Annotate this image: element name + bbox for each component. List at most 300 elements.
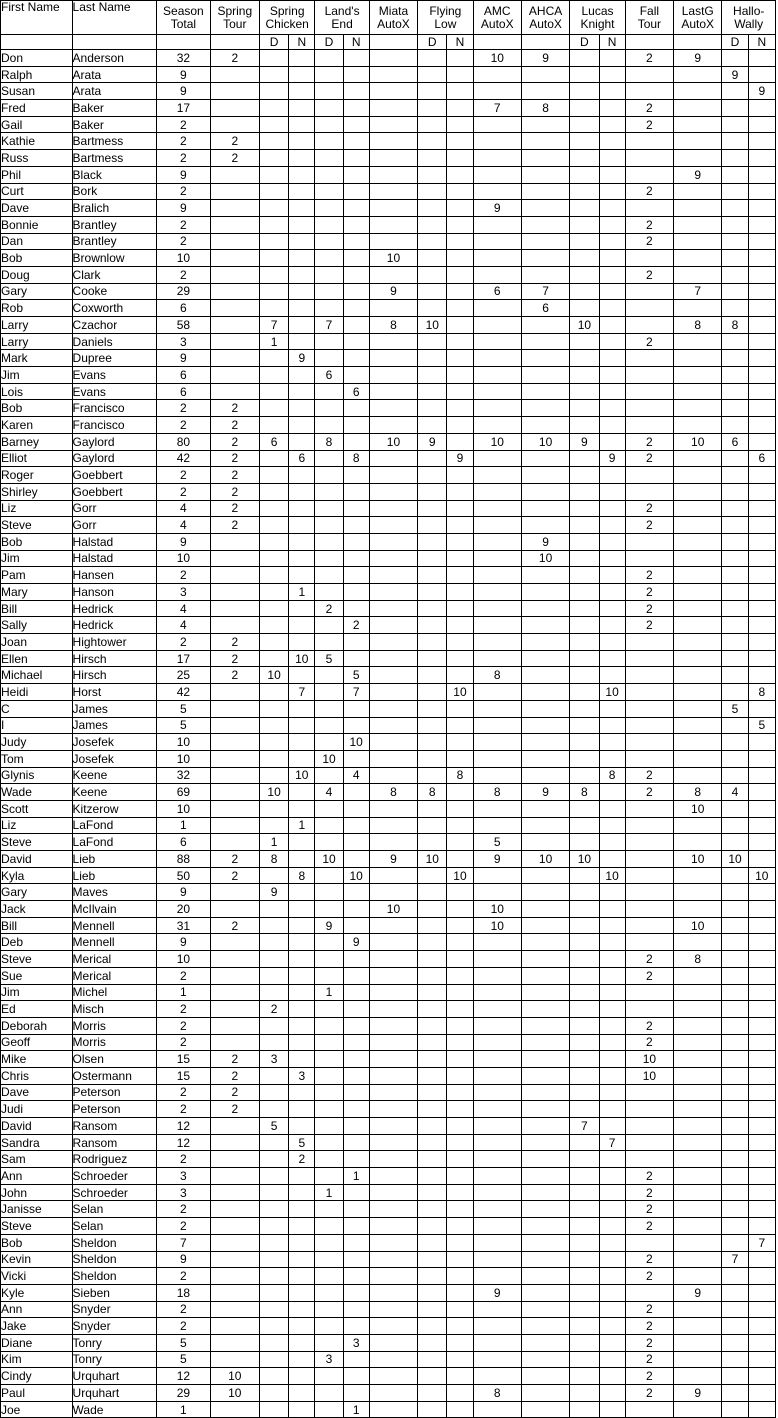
first-name-cell: Steve [1, 951, 73, 968]
score-cell [418, 400, 447, 417]
score-cell [748, 951, 775, 968]
score-cell [210, 901, 259, 918]
score-cell [674, 533, 722, 550]
score-cell [570, 1368, 599, 1385]
season-total-cell: 10 [157, 951, 210, 968]
score-cell [447, 1034, 473, 1051]
score-cell [473, 517, 521, 534]
score-cell [674, 1084, 722, 1101]
score-cell [418, 66, 447, 83]
score-cell [570, 1101, 599, 1118]
score-cell [748, 1084, 775, 1101]
score-cell [418, 417, 447, 434]
table-row [1, 1334, 776, 1351]
score-cell [369, 584, 417, 601]
score-cell [674, 450, 722, 467]
table-row [1, 867, 776, 884]
score-cell [315, 800, 343, 817]
score-cell [343, 133, 369, 150]
score-cell [722, 1134, 748, 1151]
score-cell [343, 317, 369, 334]
score-cell [599, 467, 625, 484]
score-cell: 8 [369, 317, 417, 334]
score-cell [722, 300, 748, 317]
last-name-cell: Baker [72, 116, 157, 133]
score-cell [369, 967, 417, 984]
score-cell [343, 1184, 369, 1201]
score-cell [570, 951, 599, 968]
score-cell [748, 600, 775, 617]
score-cell [674, 1051, 722, 1068]
score-cell [570, 1268, 599, 1285]
score-cell [748, 734, 775, 751]
table-row [1, 600, 776, 617]
score-cell [210, 200, 259, 217]
score-cell [447, 700, 473, 717]
score-cell [259, 417, 288, 434]
score-cell: 10 [447, 684, 473, 701]
score-cell [418, 367, 447, 384]
event-header: LastG AutoX [674, 1, 722, 35]
score-cell [599, 1368, 625, 1385]
score-cell [473, 600, 521, 617]
score-cell [722, 400, 748, 417]
score-cell [447, 1318, 473, 1335]
score-cell [570, 116, 599, 133]
last-name-cell: Morris [72, 1034, 157, 1051]
table-row [1, 1118, 776, 1135]
table-body [1, 50, 776, 1418]
score-cell [418, 1034, 447, 1051]
score-cell: 10 [369, 901, 417, 918]
score-cell [473, 884, 521, 901]
score-cell [447, 1251, 473, 1268]
score-cell [599, 650, 625, 667]
score-cell [315, 1234, 343, 1251]
score-cell: 6 [722, 433, 748, 450]
score-cell [418, 667, 447, 684]
table-row [1, 800, 776, 817]
score-cell [259, 216, 288, 233]
score-cell [210, 1184, 259, 1201]
table-row [1, 450, 776, 467]
score-cell: 2 [289, 1151, 315, 1168]
season-total-cell: 32 [157, 50, 210, 67]
score-cell [599, 66, 625, 83]
score-cell [570, 350, 599, 367]
score-cell [369, 1001, 417, 1018]
first-name-cell: Chris [1, 1067, 73, 1084]
first-name-cell: Liz [1, 500, 73, 517]
last-name-cell: Gorr [72, 517, 157, 534]
score-cell: 10 [473, 433, 521, 450]
score-cell: 2 [315, 600, 343, 617]
score-cell: 2 [210, 50, 259, 67]
score-cell [473, 250, 521, 267]
score-cell: 1 [343, 1168, 369, 1185]
score-cell [674, 1001, 722, 1018]
score-cell [369, 834, 417, 851]
score-cell: 6 [748, 450, 775, 467]
score-cell [447, 750, 473, 767]
score-cell [259, 1351, 288, 1368]
score-cell [748, 150, 775, 167]
score-cell [521, 1284, 569, 1301]
first-name-cell: Kathie [1, 133, 73, 150]
first-name-cell: Cindy [1, 1368, 73, 1385]
score-cell [369, 667, 417, 684]
score-cell [289, 1034, 315, 1051]
last-name-cell: Schroeder [72, 1184, 157, 1201]
score-cell [599, 517, 625, 534]
score-cell [473, 550, 521, 567]
score-cell [369, 1201, 417, 1218]
score-cell [343, 116, 369, 133]
score-cell [369, 917, 417, 934]
score-cell: 8 [521, 100, 569, 117]
score-cell [315, 283, 343, 300]
score-cell: 4 [315, 784, 343, 801]
score-cell [521, 1151, 569, 1168]
score-cell [369, 1084, 417, 1101]
score-cell [259, 66, 288, 83]
score-cell [748, 934, 775, 951]
score-cell [748, 617, 775, 634]
score-cell [674, 183, 722, 200]
score-cell [521, 951, 569, 968]
score-cell [447, 1368, 473, 1385]
score-cell [315, 100, 343, 117]
table-row [1, 433, 776, 450]
score-cell [289, 1017, 315, 1034]
score-cell [674, 1251, 722, 1268]
last-name-cell: Misch [72, 1001, 157, 1018]
score-cell [722, 1067, 748, 1084]
score-cell: 1 [315, 1184, 343, 1201]
score-cell [722, 183, 748, 200]
score-cell [570, 250, 599, 267]
score-cell [369, 66, 417, 83]
score-cell [343, 250, 369, 267]
score-cell: 2 [625, 266, 673, 283]
first-name-cell: I [1, 717, 73, 734]
score-cell [447, 717, 473, 734]
score-cell [210, 266, 259, 283]
score-cell: 5 [748, 717, 775, 734]
score-cell [748, 917, 775, 934]
table-row [1, 216, 776, 233]
score-cell [674, 83, 722, 100]
score-cell [369, 533, 417, 550]
last-name-cell: James [72, 700, 157, 717]
season-total-cell: 20 [157, 901, 210, 918]
score-cell [521, 717, 569, 734]
score-cell [674, 1134, 722, 1151]
last-name-cell: Keene [72, 767, 157, 784]
last-name-cell: Brantley [72, 233, 157, 250]
score-cell [369, 684, 417, 701]
score-cell [722, 1334, 748, 1351]
score-cell: 6 [315, 367, 343, 384]
score-cell [447, 1268, 473, 1285]
score-cell [343, 533, 369, 550]
score-cell [343, 567, 369, 584]
score-cell [473, 1101, 521, 1118]
score-cell [722, 800, 748, 817]
score-cell [599, 1234, 625, 1251]
season-total-cell: 4 [157, 517, 210, 534]
first-name-cell: Kevin [1, 1251, 73, 1268]
table-row [1, 1284, 776, 1301]
table-row [1, 1268, 776, 1285]
score-cell [473, 684, 521, 701]
score-cell [599, 300, 625, 317]
score-cell [625, 1001, 673, 1018]
score-cell [210, 83, 259, 100]
score-cell [315, 1067, 343, 1084]
score-cell [473, 183, 521, 200]
score-cell [210, 183, 259, 200]
score-cell [674, 483, 722, 500]
score-cell [343, 283, 369, 300]
score-cell [722, 667, 748, 684]
score-cell [210, 1318, 259, 1335]
last-name-cell: Czachor [72, 317, 157, 334]
score-cell [748, 383, 775, 400]
score-cell [418, 1051, 447, 1068]
score-cell: 2 [625, 767, 673, 784]
season-total-cell: 1 [157, 817, 210, 834]
first-name-cell: Bob [1, 533, 73, 550]
last-name-cell: Schroeder [72, 1168, 157, 1185]
first-name-cell: Sam [1, 1151, 73, 1168]
score-cell [570, 150, 599, 167]
season-total-cell: 88 [157, 851, 210, 868]
score-cell [674, 100, 722, 117]
score-cell [315, 901, 343, 918]
table-row [1, 1218, 776, 1235]
score-cell [599, 851, 625, 868]
score-cell [369, 517, 417, 534]
score-cell: 2 [210, 1101, 259, 1118]
score-cell [599, 83, 625, 100]
first-name-cell: Larry [1, 333, 73, 350]
score-cell: 10 [674, 433, 722, 450]
score-cell [473, 1034, 521, 1051]
score-cell [473, 233, 521, 250]
score-cell [259, 533, 288, 550]
table-row [1, 1251, 776, 1268]
score-cell [473, 750, 521, 767]
score-cell [748, 550, 775, 567]
score-cell [369, 1251, 417, 1268]
first-name-cell: Roger [1, 467, 73, 484]
score-cell [343, 200, 369, 217]
score-cell [343, 266, 369, 283]
score-cell [473, 417, 521, 434]
score-cell [625, 300, 673, 317]
score-cell: 8 [473, 667, 521, 684]
score-cell [259, 1017, 288, 1034]
score-cell [674, 333, 722, 350]
first-name-cell: Mary [1, 584, 73, 601]
score-cell [521, 383, 569, 400]
season-total-cell: 2 [157, 1034, 210, 1051]
score-cell [722, 1301, 748, 1318]
table-row [1, 517, 776, 534]
score-cell [210, 233, 259, 250]
score-cell [315, 667, 343, 684]
score-cell [418, 617, 447, 634]
score-cell [343, 817, 369, 834]
table-row [1, 183, 776, 200]
first-name-cell: Judi [1, 1101, 73, 1118]
season-total-cell: 58 [157, 317, 210, 334]
score-cell [369, 867, 417, 884]
score-cell [570, 1084, 599, 1101]
score-cell [570, 333, 599, 350]
score-cell [210, 383, 259, 400]
season-total-cell: 2 [157, 116, 210, 133]
score-cell [343, 216, 369, 233]
score-cell [369, 767, 417, 784]
score-cell [447, 1201, 473, 1218]
score-cell [315, 767, 343, 784]
table-row [1, 1184, 776, 1201]
score-cell [418, 984, 447, 1001]
score-cell [473, 617, 521, 634]
score-cell: 9 [521, 533, 569, 550]
first-name-cell: Liz [1, 817, 73, 834]
table-row [1, 1134, 776, 1151]
last-name-cell: Francisco [72, 417, 157, 434]
score-cell [674, 1368, 722, 1385]
score-cell [625, 984, 673, 1001]
score-cell [289, 50, 315, 67]
score-cell [722, 533, 748, 550]
score-cell [369, 1334, 417, 1351]
score-cell [447, 467, 473, 484]
score-cell [570, 166, 599, 183]
score-cell: 10 [473, 50, 521, 67]
score-cell [369, 417, 417, 434]
score-cell [674, 834, 722, 851]
event-header: Miata AutoX [369, 1, 417, 35]
score-cell: 10 [343, 867, 369, 884]
score-cell [447, 1168, 473, 1185]
score-cell [748, 1201, 775, 1218]
score-cell: 9 [473, 200, 521, 217]
score-cell [748, 1001, 775, 1018]
score-cell [315, 150, 343, 167]
score-cell [369, 1218, 417, 1235]
score-cell: 7 [748, 1234, 775, 1251]
last-name-cell: Josefek [72, 750, 157, 767]
score-cell [369, 483, 417, 500]
score-cell [210, 684, 259, 701]
score-cell [315, 967, 343, 984]
score-cell: 8 [570, 784, 599, 801]
score-cell [473, 584, 521, 601]
score-cell [418, 1351, 447, 1368]
score-cell [369, 367, 417, 384]
score-cell: 1 [343, 1401, 369, 1418]
score-cell [521, 1201, 569, 1218]
score-cell [521, 1051, 569, 1068]
first-name-cell: David [1, 1118, 73, 1135]
score-cell [473, 1084, 521, 1101]
score-cell [418, 1218, 447, 1235]
first-name-cell: Bob [1, 250, 73, 267]
score-cell: 2 [625, 1251, 673, 1268]
score-cell: 8 [748, 684, 775, 701]
table-row [1, 400, 776, 417]
score-cell: 2 [625, 1184, 673, 1201]
score-cell [748, 433, 775, 450]
score-cell [343, 750, 369, 767]
score-cell [599, 483, 625, 500]
season-total-cell: 4 [157, 500, 210, 517]
score-cell [625, 634, 673, 651]
score-cell [748, 634, 775, 651]
score-cell [418, 250, 447, 267]
score-cell [210, 1234, 259, 1251]
score-cell: 7 [473, 100, 521, 117]
score-cell [418, 1251, 447, 1268]
first-name-cell: Vicki [1, 1268, 73, 1285]
score-cell [418, 1134, 447, 1151]
score-cell [473, 634, 521, 651]
score-cell [369, 1234, 417, 1251]
score-cell [369, 1368, 417, 1385]
score-cell [289, 200, 315, 217]
score-cell [625, 150, 673, 167]
score-cell [289, 317, 315, 334]
season-total-cell: 10 [157, 734, 210, 751]
score-cell [599, 700, 625, 717]
season-total-cell: 2 [157, 1017, 210, 1034]
score-cell [369, 1168, 417, 1185]
last-name-cell: Hirsch [72, 650, 157, 667]
score-cell [748, 1301, 775, 1318]
table-row [1, 1385, 776, 1402]
last-name-cell: Snyder [72, 1301, 157, 1318]
score-cell [315, 1301, 343, 1318]
score-cell [210, 1201, 259, 1218]
score-cell [521, 667, 569, 684]
day-subheader: D [315, 35, 343, 50]
score-cell [369, 600, 417, 617]
score-cell [521, 684, 569, 701]
score-cell [674, 700, 722, 717]
score-cell [447, 116, 473, 133]
score-cell [570, 216, 599, 233]
score-cell [447, 901, 473, 918]
score-cell [418, 1268, 447, 1285]
score-cell [210, 884, 259, 901]
score-cell [473, 400, 521, 417]
score-cell [473, 1151, 521, 1168]
score-cell [748, 1118, 775, 1135]
last-name-cell: Francisco [72, 400, 157, 417]
score-cell [418, 533, 447, 550]
score-cell [369, 233, 417, 250]
score-cell: 10 [674, 800, 722, 817]
score-cell [259, 1067, 288, 1084]
score-cell [259, 1184, 288, 1201]
score-cell [674, 750, 722, 767]
score-cell [418, 1084, 447, 1101]
